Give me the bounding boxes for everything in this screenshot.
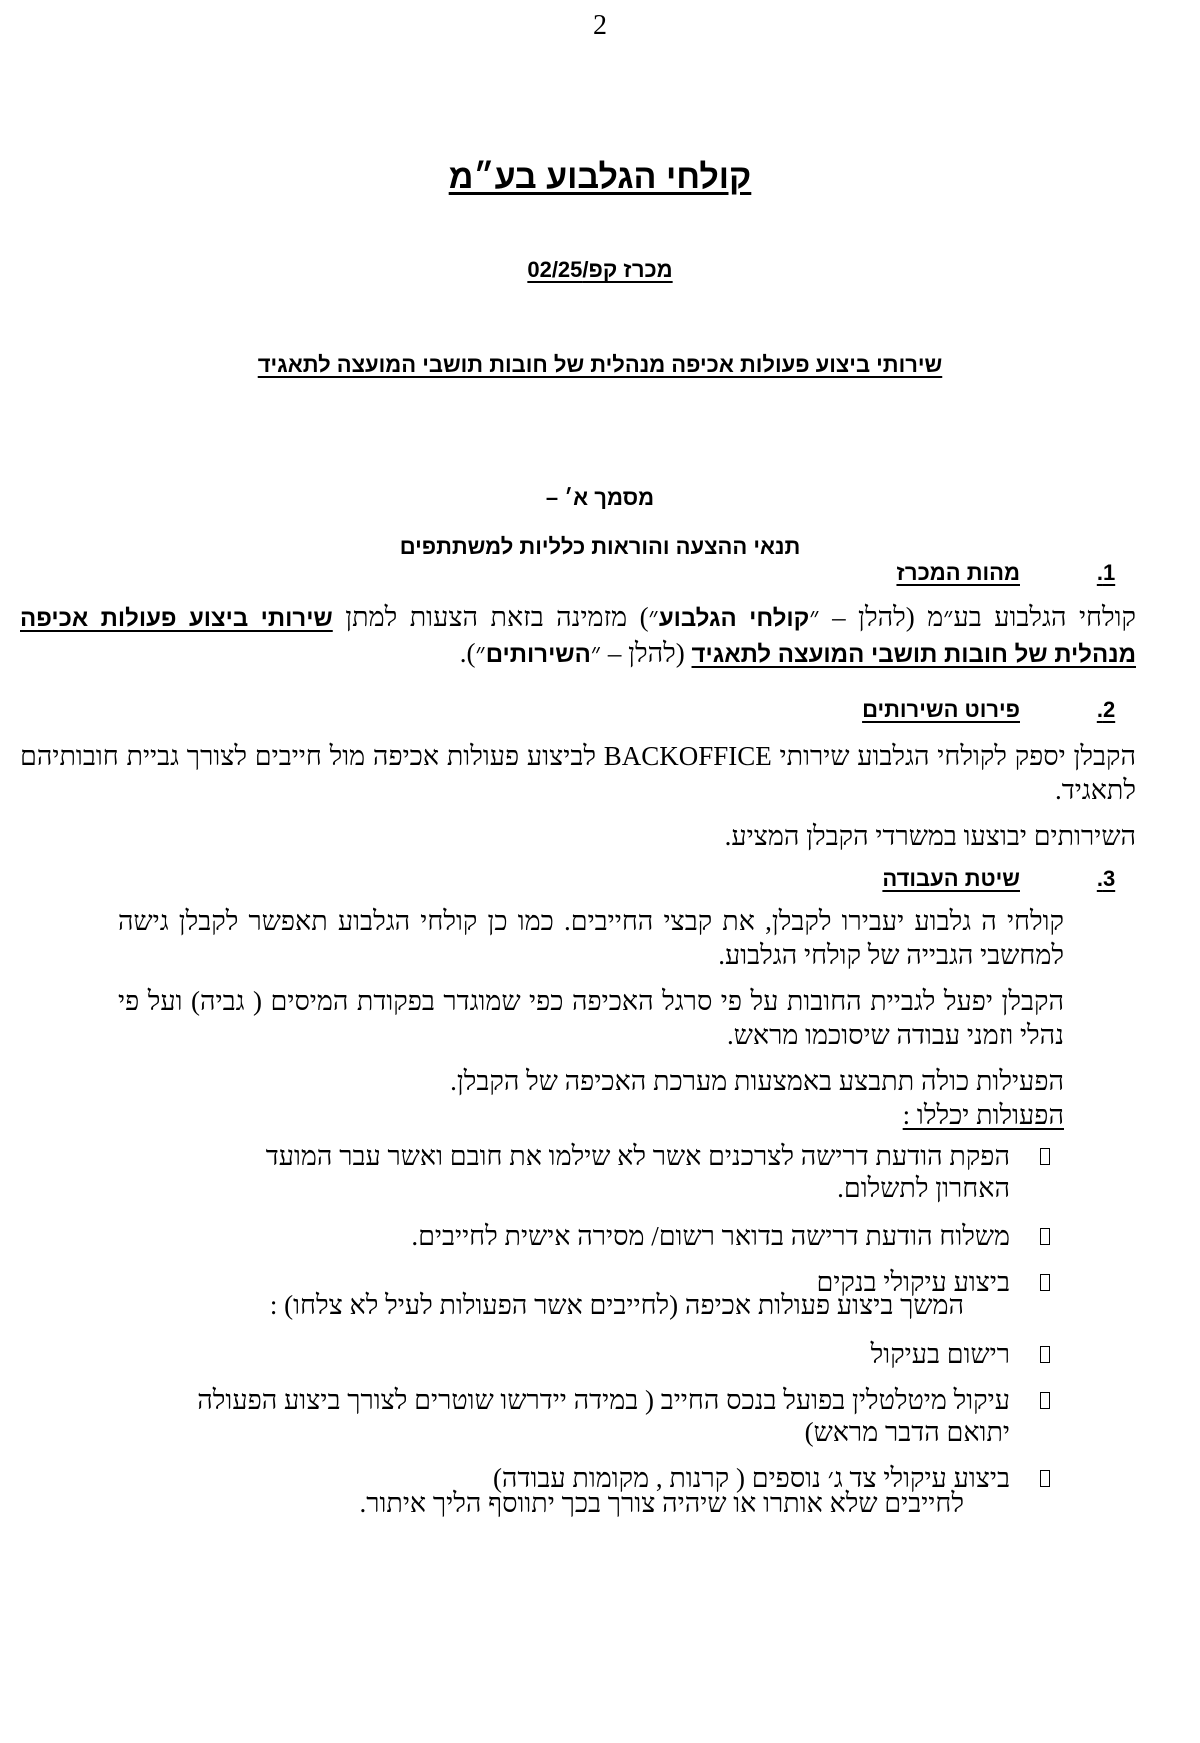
list-item: ביצוע עיקולי בנקים	[190, 1266, 1050, 1298]
section-1-heading: 1. מהות המכרז	[896, 560, 1116, 585]
section-3	[20, 866, 1136, 892]
section-2-paragraph-1: הקבלן יספק לקולחי הגלבוע שירותי BACKOFFICE לביצוע פעולות אכיפה מול חייבים לצורך גביית חובותיהם לתאגיד.	[20, 741, 1136, 805]
appendix-label: מסמך א׳ –	[545, 485, 655, 510]
section-2	[20, 697, 1136, 853]
continuation-text: המשך ביצוע פעולות אכיפה (לחייבים אשר הפעולות לעיל לא צלחו) :	[269, 1290, 964, 1320]
checkbox-bullet-icon	[1040, 1392, 1050, 1409]
section-2-heading: 2. פירוט השירותים	[862, 697, 1116, 722]
list-item: ביצוע עיקולי צד ג׳ נוספים ( קרנות , מקומות עבודה)	[190, 1462, 1050, 1494]
final-text: לחייבים שלא אותרו או שיהיה צורך בכך יתווסף הליך איתור.	[359, 1488, 964, 1518]
list-item: רישום בעיקול	[190, 1338, 1050, 1370]
checkbox-bullet-icon	[1040, 1148, 1050, 1165]
section-2-paragraph-2: השירותים יבוצעו במשרדי הקבלן המציע.	[724, 821, 1136, 851]
list-item: משלוח הודעת דרישה בדואר רשום/ מסירה אישית לחייבים.	[190, 1220, 1050, 1252]
checkbox-bullet-icon	[1040, 1346, 1050, 1363]
section-3-heading: 3. שיטת העבודה	[882, 866, 1116, 891]
section-1-text: קולחי הגלבוע בע״מ (להלן – ״קולחי הגלבוע״) מזמינה בזאת הצעות למתן שירותי ביצוע פעולות אכיפה מנהלית של חובות תושבי המועצה לתאגיד (להלן – ״השירותים״).	[20, 602, 1137, 668]
section-3-paragraph-1: קולחי ה גלבוע יעבירו לקבלן, את קבצי החייבים. כמו כן קולחי הגלבוע תאפשר לקבלן גישה למחשבי הגבייה של קולחי הגלבוע.	[118, 906, 1064, 970]
enforcement-list	[190, 1338, 1050, 1494]
tender-number: מכרז קפ/02/25	[527, 257, 673, 282]
checkbox-bullet-icon	[1040, 1470, 1050, 1487]
company-title: קולחי הגלבוע בע״מ	[448, 158, 752, 196]
checkbox-bullet-icon	[1040, 1228, 1050, 1245]
page-number: 2	[593, 10, 607, 41]
list-item: עיקול מיטלטלין בפועל בנכס החייב ( במידה יידרשו שוטרים לצורך ביצוע הפעולה יתואם הדבר מראש)	[190, 1384, 1050, 1448]
tender-subject: שירותי ביצוע פעולות אכיפה מנהלית של חובות תושבי המועצה לתאגיד	[257, 352, 943, 377]
actions-list	[190, 1140, 1050, 1298]
checkbox-bullet-icon	[1040, 1274, 1050, 1291]
list-item: הפקת הודעת דרישה לצרכנים אשר לא שילמו את חובם ואשר עבר המועד האחרון לתשלום.	[190, 1140, 1050, 1204]
section-3-paragraph-3: הפעילות כולה תתבצע באמצעות מערכת האכיפה של הקבלן.	[450, 1066, 1064, 1096]
section-3-body	[118, 904, 1064, 1132]
section-1	[20, 560, 1136, 672]
appendix-title: תנאי ההצעה והוראות כלליות למשתתפים	[399, 534, 801, 559]
actions-label: הפעולות יכללו :	[902, 1100, 1064, 1130]
section-3-paragraph-2: הקבלן יפעל לגביית החובות על פי סרגל האכיפה כפי שמוגדר בפקודת המיסים ( גביה) ועל פי נהלי וזמני עבודה שיסוכמו מראש.	[118, 986, 1064, 1050]
